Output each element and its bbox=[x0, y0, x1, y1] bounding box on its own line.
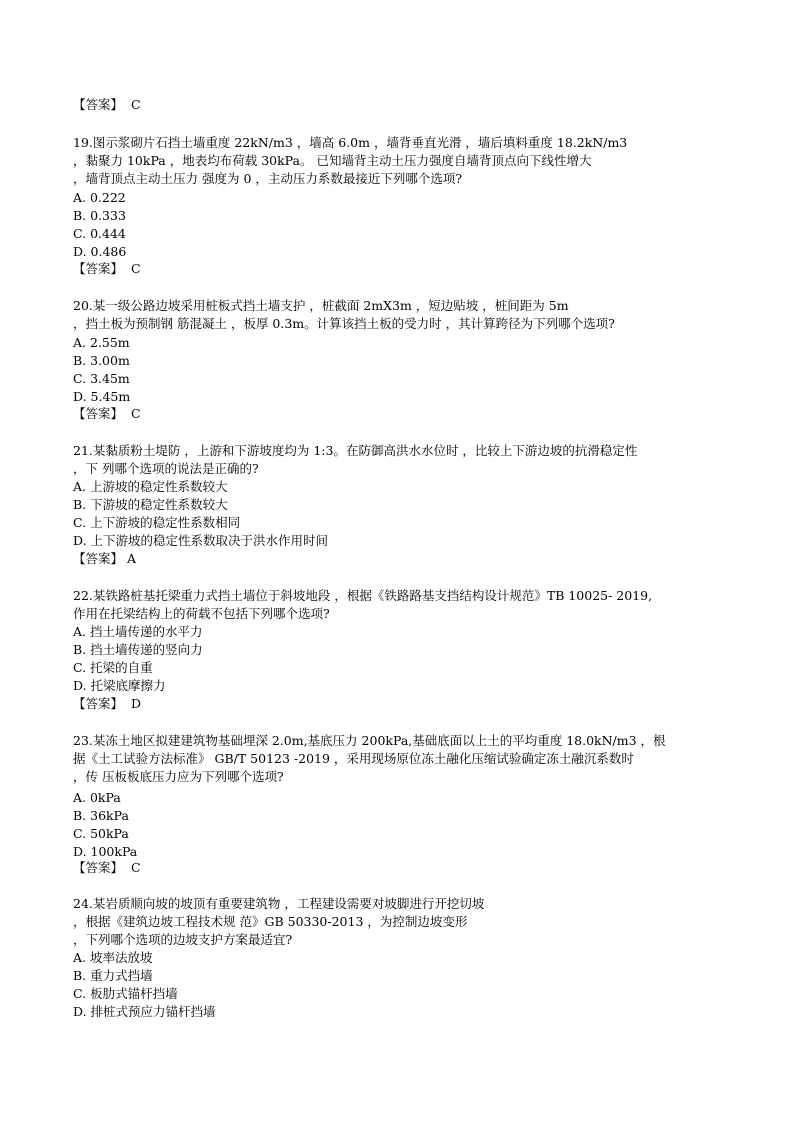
question-20-line-2: ，挡土板为预制钢 筋混凝土 ，板厚 0.3m。计算该挡土板的受力时 ，其计算跨径为下列哪个选项? bbox=[73, 316, 615, 331]
answer-value: D bbox=[130, 696, 141, 711]
question-20-option-d: D. 5.45m bbox=[73, 389, 131, 404]
question-22-option-d: D. 托梁底摩擦力 bbox=[73, 678, 166, 693]
question-20-answer bbox=[73, 405, 141, 423]
answer-value: C bbox=[130, 406, 141, 421]
question-22-answer bbox=[73, 695, 141, 713]
question-21-option-d: D. 上下游坡的稳定性系数取决于洪水作用时间 bbox=[73, 533, 329, 548]
question-23-answer bbox=[73, 859, 141, 877]
answer-value: C bbox=[130, 860, 141, 875]
question-23-option-d: D. 100kPa bbox=[73, 844, 138, 859]
question-20-option-b: B. 3.00m bbox=[73, 353, 130, 368]
question-22-line-1: 22.某铁路桩基托梁重力式挡土墙位于斜坡地段 ，根据《铁路路基支挡结构设计规范》TB 10025- 2019, bbox=[73, 588, 653, 603]
question-21-option-a: A. 上游坡的稳定性系数较大 bbox=[73, 479, 228, 494]
question-19-option-d: D. 0.486 bbox=[73, 244, 127, 259]
question-19-line-3: ，墙背顶点主动土压力 强度为 0 ，主动压力系数最接近下列哪个选项? bbox=[73, 171, 463, 186]
answer-label: 【答案】 bbox=[73, 406, 124, 421]
answer-label: 【答案】 bbox=[73, 97, 124, 112]
question-21-line-1: 21.某黏质粉土堤防 ，上游和下游坡度均为 1:3。在防御高洪水水位时 ，比较上下游边坡的抗滑稳定性 bbox=[73, 443, 638, 458]
question-22-line-2: 作用在托梁结构上的荷载不包括下列哪个选项? bbox=[73, 606, 330, 621]
question-20-option-a: A. 2.55m bbox=[73, 335, 130, 350]
question-19-line-1: 19.图示浆砌片石挡土墙重度 22kN/m3 ，墙高 6.0m ，墙背垂直光滑 ，墙后填料重度 18.2kN/m3 bbox=[73, 135, 628, 150]
question-24-option-a: A. 坡率法放坡 bbox=[73, 950, 153, 965]
question-21-option-c: C. 上下游坡的稳定性系数相同 bbox=[73, 515, 241, 530]
question-23-option-b: B. 36kPa bbox=[73, 808, 129, 823]
question-24-option-d: D. 排桩式预应力锚杆挡墙 bbox=[73, 1004, 216, 1019]
answer-label: 【答案】 bbox=[73, 696, 124, 711]
question-21-answer bbox=[73, 550, 136, 568]
answer-value: C bbox=[130, 261, 141, 276]
question-24-option-c: C. 板肋式锚杆挡墙 bbox=[73, 986, 178, 1001]
question-20-option-c: C. 3.45m bbox=[73, 371, 130, 386]
question-24-option-b: B. 重力式挡墙 bbox=[73, 968, 153, 983]
question-21-line-2: ，下 列哪个选项的说法是正确的? bbox=[73, 461, 259, 476]
question-23-option-c: C. 50kPa bbox=[73, 826, 129, 841]
question-23-line-3: ，传 压板板底压力应为下列哪个选项? bbox=[73, 769, 284, 784]
question-22-option-b: B. 挡土墙传递的竖向力 bbox=[73, 642, 203, 657]
question-19-option-b: B. 0.333 bbox=[73, 208, 126, 223]
answer-value: A bbox=[127, 551, 137, 566]
question-22-option-a: A. 挡土墙传递的水平力 bbox=[73, 624, 203, 639]
answer-line bbox=[73, 96, 141, 114]
question-19-line-2: ，黏聚力 10kPa ，地表均布荷载 30kPa。 已知墙背主动土压力强度自墙背顶点向下线性增大 bbox=[73, 153, 592, 168]
question-23-line-1: 23.某冻土地区拟建建筑物基础埋深 2.0m,基底压力 200kPa,基础底面以上土的平均重度 18.0kN/m3 ，根 bbox=[73, 733, 666, 748]
answer-label: 【答案】 bbox=[73, 261, 124, 276]
answer-value: C bbox=[130, 97, 141, 112]
answer-label: 【答案】 bbox=[73, 860, 124, 875]
question-24-line-1: 24.某岩质顺向坡的坡顶有重要建筑物 ，工程建设需要对坡脚进行开挖切坡 bbox=[73, 896, 485, 911]
question-22-option-c: C. 托梁的自重 bbox=[73, 660, 153, 675]
question-19-option-c: C. 0.444 bbox=[73, 226, 126, 241]
question-23-line-2: 据《土工试验方法标准》 GB/T 50123 -2019 ，采用现场原位冻土融化压缩试验确定冻土融沉系数时 bbox=[73, 751, 634, 766]
question-20-line-1: 20.某一级公路边坡采用桩板式挡土墙支护 ，桩截面 2mX3m ，短边贴坡 ，桩间距为 5m bbox=[73, 298, 569, 313]
question-24-line-3: ，下列哪个选项的边坡支护方案最适宜? bbox=[73, 932, 293, 947]
question-21-option-b: B. 下游坡的稳定性系数较大 bbox=[73, 497, 228, 512]
question-19-option-a: A. 0.222 bbox=[73, 190, 126, 205]
question-19-answer bbox=[73, 260, 141, 278]
question-24-line-2: ，根据《建筑边坡工程技术规 范》GB 50330-2013 ，为控制边坡变形 bbox=[73, 914, 468, 929]
question-23-option-a: A. 0kPa bbox=[73, 790, 121, 805]
answer-label: 【答案】 bbox=[73, 551, 124, 566]
